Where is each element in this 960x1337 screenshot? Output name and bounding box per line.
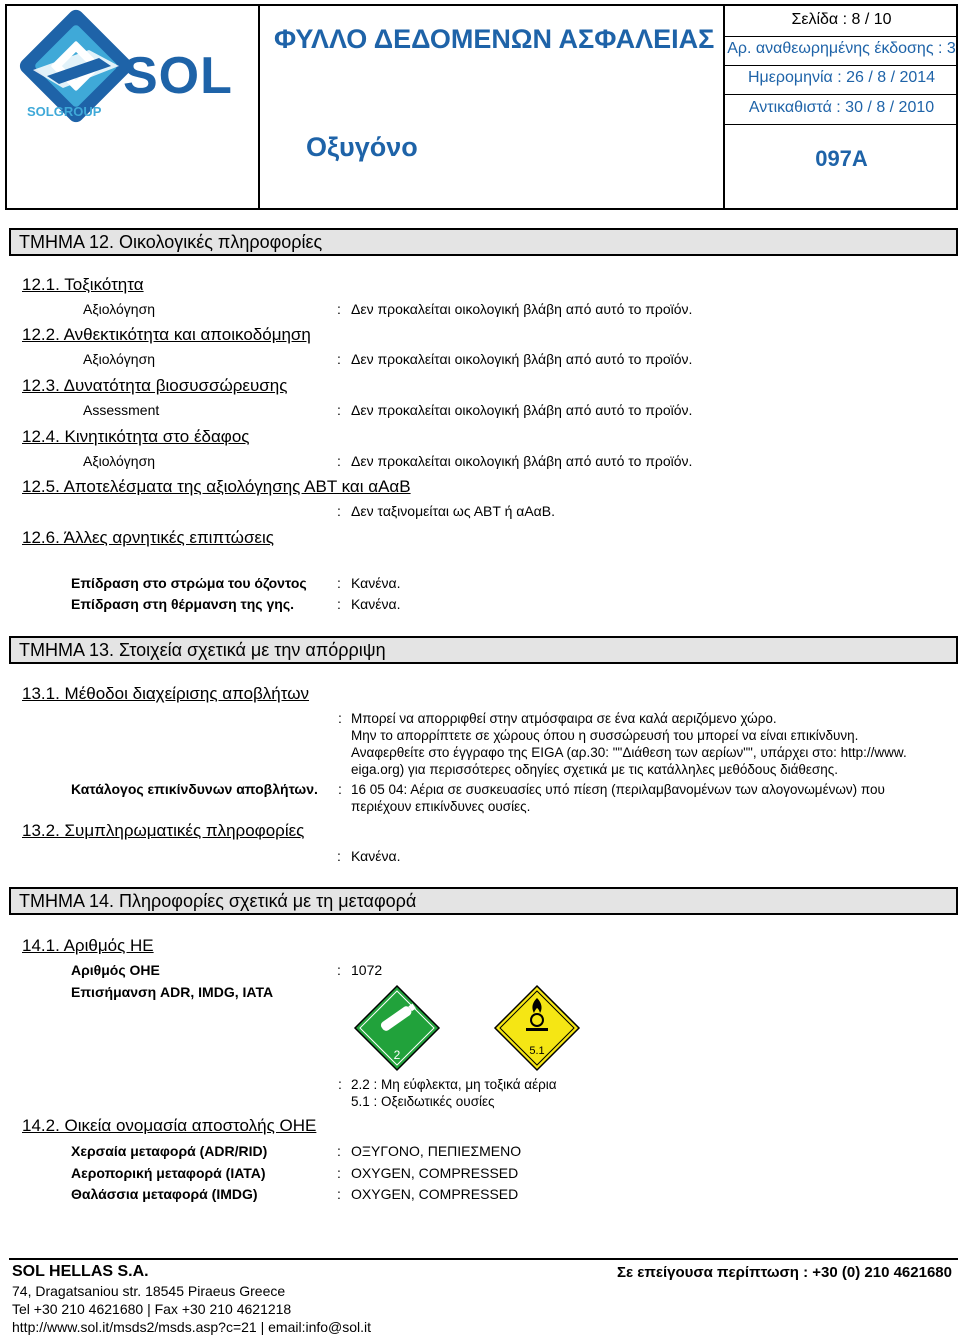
title-cell [260, 6, 725, 208]
section-12-title: ΤΜΗΜΑ 12. Οικολογικές πληροφορίες [9, 228, 958, 256]
meta-cell [725, 6, 958, 208]
un-number-value: : 1072 [337, 962, 383, 978]
document-title: ΦΥΛΛΟ ΔΕΔΟΜΕΝΩΝ ΑΣΦΑΛΕΙΑΣ [274, 24, 715, 54]
label-12-2: Αξιολόγηση [83, 351, 156, 367]
value-12-2: : Δεν προκαλείται οικολογική βλάβη από αυτό το προϊόν. [337, 351, 693, 367]
non-flammable-gas-pictogram [353, 984, 441, 1072]
revision-number: Αρ. αναθεωρημένης έκδοσης : 3 [727, 40, 956, 57]
footer-web[interactable]: http://www.sol.it/msds2/msds.asp?c=21 | email:info@sol.it [12, 1319, 372, 1335]
logo-group-text: SOLGROUP [27, 104, 102, 119]
road-transport-label: Χερσαία μεταφορά (ADR/RID) [71, 1143, 268, 1159]
waste-catalog-value [351, 781, 885, 815]
heading-12-4: 12.4. Κινητικότητα στο έδαφος [22, 427, 250, 446]
catalog-line: 16 05 04: Αέρια σε συσκευασίες υπό πίεση (περιλαμβανομένων των αλογονωμένων) που [351, 782, 885, 797]
value-13-2: : Κανένα. [337, 848, 401, 864]
document-header [5, 4, 958, 210]
label-12-1: Αξιολόγηση [83, 301, 156, 317]
label-12-3: Assessment [83, 402, 160, 418]
heading-12-1: 12.1. Τοξικότητα [22, 275, 144, 294]
supersedes-date: Αντικαθιστά : 30 / 8 / 2010 [748, 99, 935, 116]
heading-12-2: 12.2. Ανθεκτικότητα και αποικοδόμηση [22, 325, 311, 344]
disposal-line: Αναφερθείτε στο έγγραφο της EIGA (αρ.30: ""Διάθεση των αερίων"", υπάρχει στο: http://www. [351, 745, 907, 760]
adr-label: Επισήμανση ADR, IMDG, IATA [71, 984, 274, 1000]
road-transport-value: : ΟΞΥΓΟΝΟ, ΠΕΠΙΕΣΜΕΝΟ [337, 1143, 522, 1159]
sea-transport-label: Θαλάσσια μεταφορά (IMDG) [71, 1186, 258, 1202]
logo-cell [7, 6, 260, 208]
product-code: 097A [815, 146, 868, 171]
pictogram-1-number: 2 [393, 1048, 401, 1062]
disposal-line: Μην το απορρίπτετε σε χώρους όπου η συσσώρευσή του μπορεί να είναι επικίνδυνη. [351, 728, 859, 743]
heading-13-1: 13.1. Μέθοδοι διαχείρισης αποβλήτων [22, 684, 310, 703]
footer-address: 74, Dragatsaniou str. 18545 Piraeus Greece [12, 1283, 286, 1299]
heading-13-2: 13.2. Συμπληρωματικές πληροφορίες [22, 821, 305, 840]
value-12-4: : Δεν προκαλείται οικολογική βλάβη από αυτό το προϊόν. [337, 453, 693, 469]
un-number-label: Αριθμός ΟΗΕ [71, 962, 160, 978]
heading-14-1: 14.1. Αριθμός ΗΕ [22, 936, 154, 955]
value-12-3: : Δεν προκαλείται οικολογική βλάβη από αυτό το προϊόν. [337, 402, 693, 418]
colon-13-1: : [338, 710, 342, 726]
transport-labels [351, 1076, 557, 1110]
transport-label-line: 5.1 : Οξειδωτικές ουσίες [351, 1094, 495, 1109]
footer-rule [9, 1258, 958, 1260]
disposal-line: eiga.org) για περισσότερες οδηγίες σχετικά με τις κατάλληλες μεθόδους διάθεσης. [351, 762, 839, 777]
heading-12-5: 12.5. Αποτελέσματα της αξιολόγησης ΑΒΤ και αΑαΒ [22, 477, 411, 496]
colon-13-catalog: : [338, 781, 342, 797]
value-12-1: : Δεν προκαλείται οικολογική βλάβη από αυτό το προϊόν. [337, 301, 693, 317]
warming-value: : Κανένα. [337, 596, 401, 612]
disposal-line: Μπορεί να απορριφθεί στην ατμόσφαιρα σε ένα καλά αεριζόμενο χώρο. [351, 711, 777, 726]
section-14-title: ΤΜΗΜΑ 14. Πληροφορίες σχετικά με τη μεταφορά [9, 887, 958, 915]
revision-date: Ημερομηνία : 26 / 8 / 2014 [747, 69, 936, 86]
warming-label: Επίδραση στη θέρμανση της γης. [71, 596, 294, 612]
footer-emergency: Σε επείγουσα περίπτωση : +30 (0) 210 4621680 [616, 1264, 952, 1281]
heading-12-6: 12.6. Άλλες αρνητικές επιπτώσεις [22, 528, 274, 547]
disposal-methods [351, 710, 907, 778]
product-name: Οξυγόνο [306, 132, 418, 162]
sea-transport-value: : OXYGEN, COMPRESSED [337, 1186, 519, 1202]
heading-14-2: 14.2. Οικεία ονομασία αποστολής ΟΗΕ [22, 1116, 317, 1135]
pictogram-2-number: 5.1 [529, 1045, 545, 1057]
logo-text: SOL [123, 47, 233, 105]
transport-label-line: 2.2 : Μη εύφλεκτα, μη τοξικά αέρια [351, 1077, 557, 1092]
catalog-line: περιέχουν επικίνδυνες ουσίες. [351, 799, 531, 814]
ozone-value: : Κανένα. [337, 575, 401, 591]
section-13-title: ΤΜΗΜΑ 13. Στοιχεία σχετικά με την απόρριψη [9, 636, 958, 664]
value-12-5: : Δεν ταξινομείται ως ΑΒΤ ή αΑαΒ. [337, 503, 556, 519]
label-12-4: Αξιολόγηση [83, 453, 156, 469]
footer-company: SOL HELLAS S.A. [12, 1263, 149, 1280]
heading-12-3: 12.3. Δυνατότητα βιοσυσσώρευσης [22, 376, 288, 395]
ozone-label: Επίδραση στο στρώμα του όζοντος [71, 575, 307, 591]
oxidizer-pictogram [493, 984, 581, 1072]
colon-14-labels: : [338, 1076, 342, 1092]
page-number: Σελίδα : 8 / 10 [791, 11, 892, 28]
air-transport-label: Αεροπορική μεταφορά (IATA) [71, 1165, 266, 1181]
air-transport-value: : OXYGEN, COMPRESSED [337, 1165, 519, 1181]
waste-catalog-label: Κατάλογος επικίνδυνων αποβλήτων. [71, 781, 318, 797]
footer-phones: Tel +30 210 4621680 | Fax +30 210 4621218 [12, 1301, 292, 1317]
